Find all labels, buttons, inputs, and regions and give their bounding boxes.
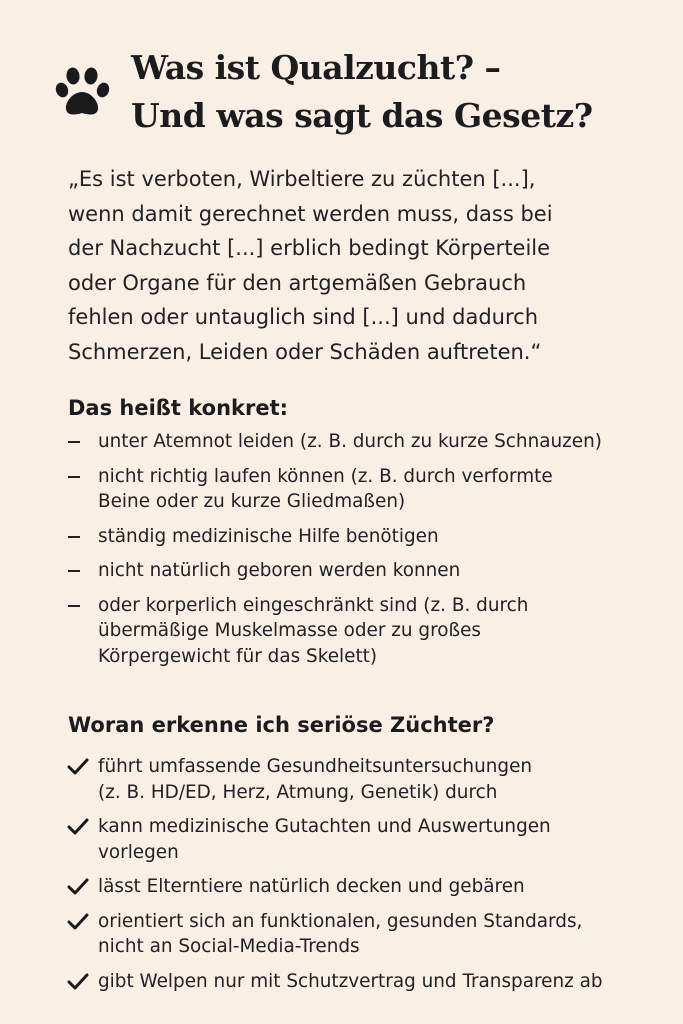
paw-icon (55, 66, 111, 118)
list-item-text: orientiert sich an funktionalen, gesunden Standards, (98, 910, 583, 932)
dash-icon (68, 441, 80, 443)
list-item (68, 429, 668, 455)
list-item-text: lässt Elterntiere natürlich decken und gebären (98, 876, 525, 897)
list-item-text: oder korperlich eingeschränkt sind (z. B. durch (98, 594, 529, 616)
checkmark-icon (67, 877, 89, 897)
list-item-text: nicht an Social-Media-Trends (98, 936, 360, 957)
list-item-text: unter Atemnot leiden (z. B. durch zu kurze Schnauzen) (98, 431, 602, 452)
list-item (68, 874, 668, 900)
list-item-text: nicht richtig laufen können (z. B. durch verformte (98, 465, 553, 487)
checkmark-icon (67, 972, 89, 992)
list-item-text: führt umfassende Gesundheitsuntersuchungen (98, 756, 533, 777)
list-item-text: ständig medizinische Hilfe benötigen (98, 525, 439, 547)
quote-line: der Nachzucht [...] erblich bedingt Körperteile (68, 236, 551, 260)
list-item-text: Beine oder zu kurze Gliedmaßen) (98, 491, 406, 512)
dash-icon (68, 605, 80, 607)
quote-line: oder Organe für den artgemäßen Gebrauch (68, 270, 527, 295)
seriös-checklist (68, 754, 668, 1003)
checkmark-icon (67, 817, 89, 837)
page-title (131, 44, 593, 140)
list-item-text: vorlegen (98, 841, 179, 863)
list-item (68, 909, 668, 960)
checkmark-icon (67, 912, 89, 932)
title-line: Und was sagt das Gesetz? (131, 96, 593, 135)
checkmark-icon (67, 757, 89, 777)
list-item (68, 969, 668, 995)
quote-line: wenn damit gerechnet werden muss, dass bei (68, 201, 553, 226)
dash-icon (68, 536, 80, 538)
list-item (68, 593, 668, 670)
section-heading-seriös: Woran erkenne ich seriöse Züchter? (68, 713, 495, 737)
list-item (68, 754, 668, 805)
section-heading-konkret: Das heißt konkret: (68, 396, 289, 420)
konkret-list (68, 429, 668, 678)
list-item-text: übermäßige Muskelmasse oder zu großes (98, 620, 481, 641)
quote-line: „Es ist verboten, Wirbeltiere zu züchten [...], (68, 167, 536, 191)
list-item-text: (z. B. HD/ED, Herz, Atmung, Genetik) durch (98, 781, 498, 803)
list-item-text: kann medizinische Gutachten und Auswertungen (98, 816, 551, 837)
dash-icon (68, 476, 80, 478)
list-item (68, 814, 668, 865)
quote-line: Schmerzen, Leiden oder Schäden auftreten.“ (68, 339, 542, 364)
list-item-text: Körpergewicht für das Skelett) (98, 645, 378, 667)
list-item-text: gibt Welpen nur mit Schutzvertrag und Transparenz ab (98, 970, 603, 992)
list-item (68, 524, 668, 550)
list-item-text: nicht natürlich geboren werden konnen (98, 560, 461, 581)
list-item (68, 558, 668, 584)
title-line: Was ist Qualzucht? – (131, 48, 501, 87)
dash-icon (68, 570, 80, 572)
list-item (68, 464, 668, 515)
quote-line: fehlen oder untauglich sind [...] und dadurch (68, 305, 538, 329)
law-quote (68, 162, 658, 369)
